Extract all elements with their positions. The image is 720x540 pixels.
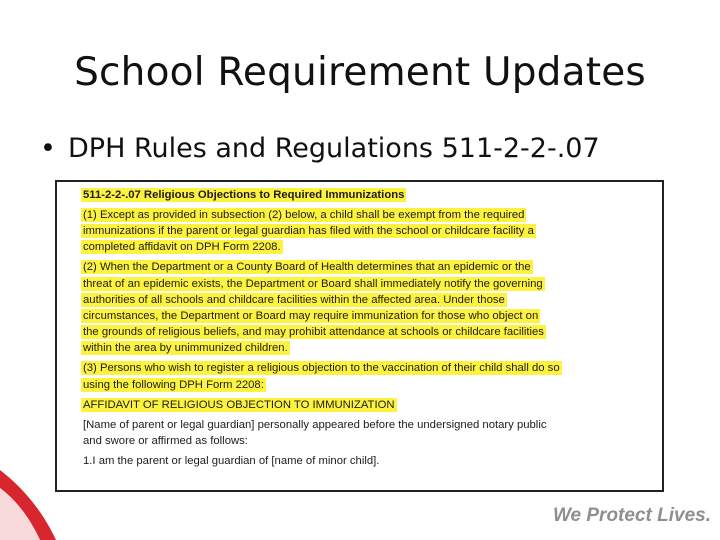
item-text: 1.I am the parent or legal guardian of [name of minor child]. (83, 454, 380, 467)
affidavit-item-1 (81, 454, 654, 469)
paragraph-line: circumstances, the Department or Board may require immunization for those who object on (83, 309, 539, 322)
slide-title: School Requirement Updates (74, 50, 646, 95)
paragraph-line: within the area by unimmunized children. (83, 342, 288, 355)
paragraph-line: and swore or affirmed as follows: (83, 434, 248, 447)
paragraph-1 (81, 208, 654, 255)
paragraph-line: threat of an epidemic exists, the Department or Board shall immediately notify the governing (83, 277, 543, 290)
affidavit-title (81, 398, 654, 413)
paragraph-2 (81, 260, 654, 356)
regulation-heading (81, 188, 654, 203)
paragraph-line: [Name of parent or legal guardian] personally appeared before the undersigned notary public (83, 418, 547, 431)
brand-tagline: We Protect Lives. (552, 505, 711, 526)
bullet-item (40, 133, 600, 164)
bullet-text: DPH Rules and Regulations 511-2-2-.07 (68, 133, 600, 164)
paragraph-line: (1) Except as provided in subsection (2) below, a child shall be exempt from the required (83, 209, 525, 221)
paragraph-3 (81, 361, 654, 392)
paragraph-line: completed affidavit on DPH Form 2208. (83, 241, 281, 254)
paragraph-line: authorities of all schools and childcare facilities within the affected area. Under those (83, 293, 505, 306)
paragraph-line: (2) When the Department or a County Board of Health determines that an epidemic or the (83, 261, 531, 274)
heading-text: 511-2-2-.07 Religious Objections to Required Immunizations (83, 189, 405, 201)
paragraph-4 (81, 418, 654, 449)
paragraph-line: immunizations if the parent or legal guardian has filed with the school or childcare facility a (83, 225, 534, 238)
paragraph-line: (3) Persons who wish to register a religious objection to the vaccination of their child shall do so (83, 362, 560, 375)
bullet-dot-icon: • (40, 133, 56, 164)
affidavit-title-text: AFFIDAVIT OF RELIGIOUS OBJECTION TO IMMUNIZATION (83, 398, 395, 411)
paragraph-line: using the following DPH Form 2208: (83, 378, 264, 391)
paragraph-line: the grounds of religious beliefs, and may prohibit attendance at schools or childcare facilities (83, 326, 544, 339)
regulation-excerpt-image (55, 180, 664, 492)
